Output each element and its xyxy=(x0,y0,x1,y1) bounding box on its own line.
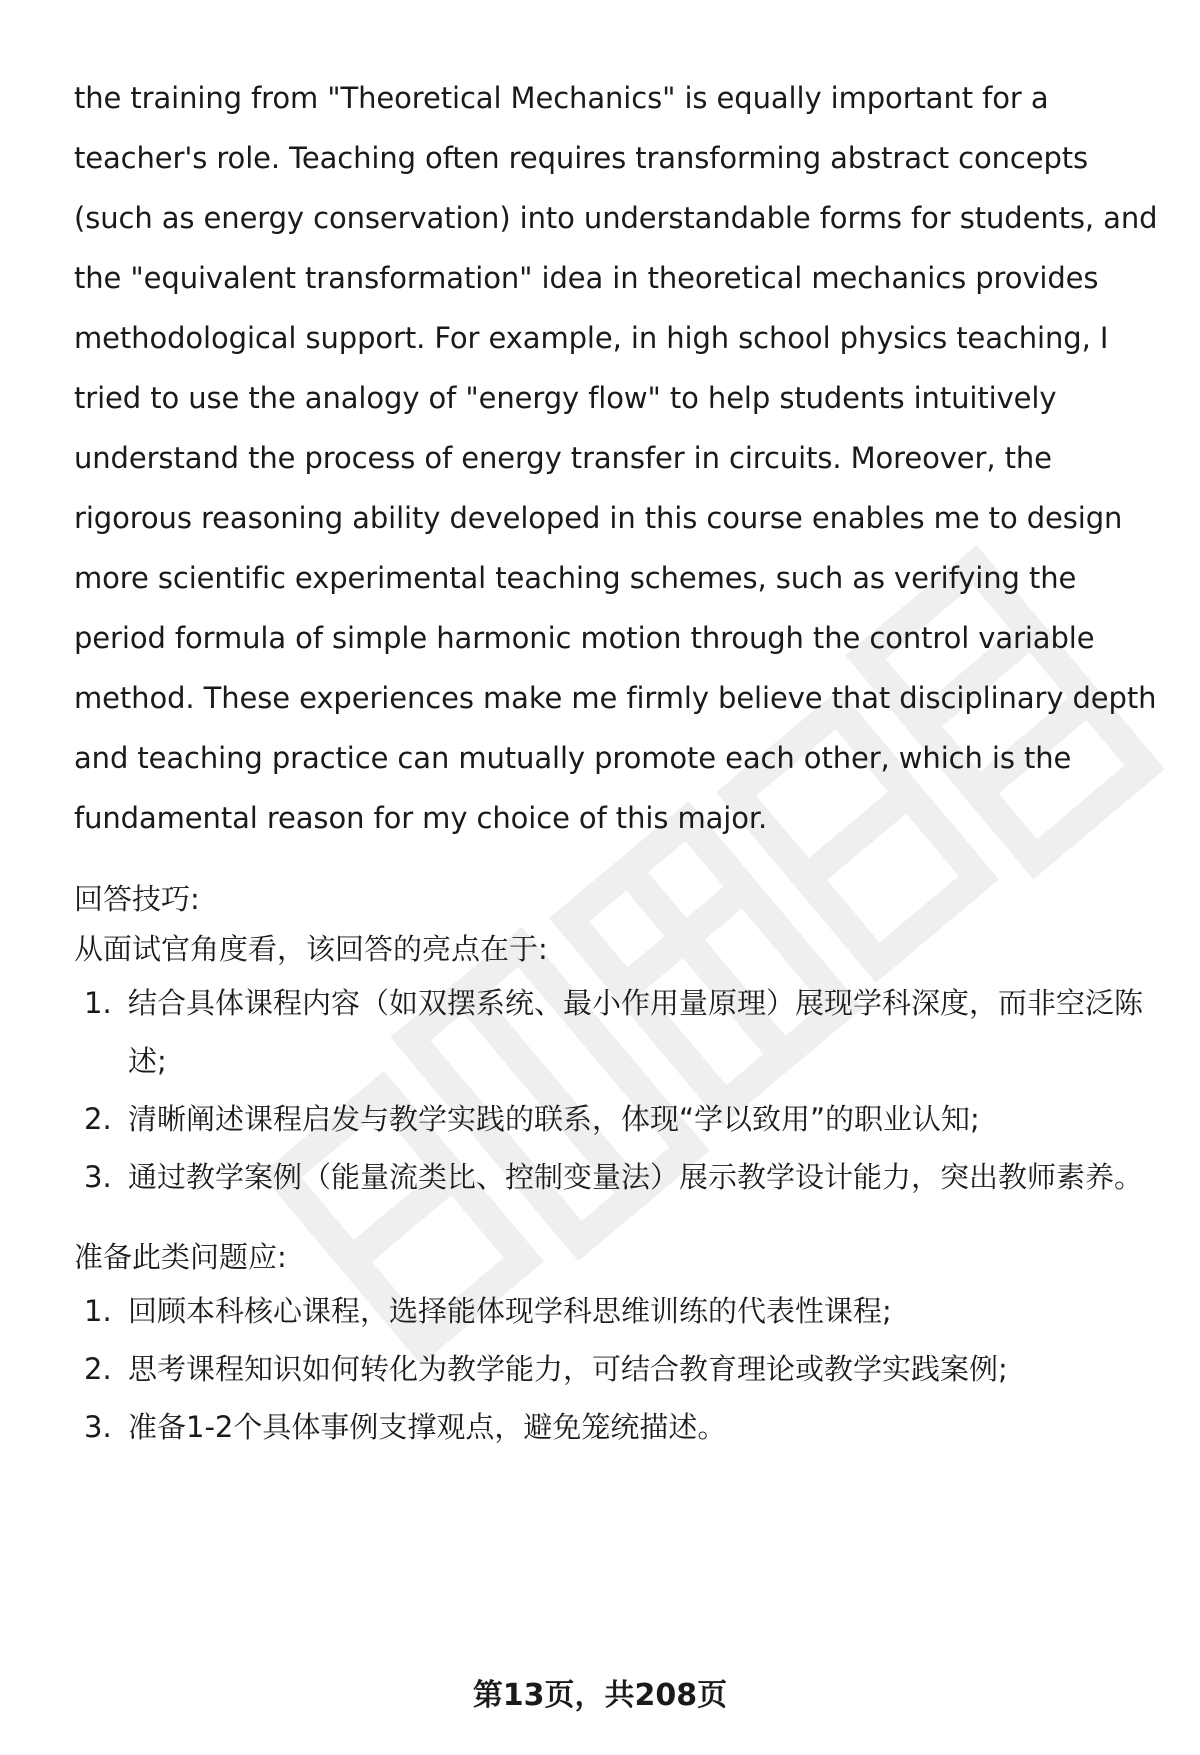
list-item-text: 通过教学案例（能量流类比、控制变量法）展示教学设计能力，突出教师素养。 xyxy=(128,1160,1144,1194)
list-item-text: 回顾本科核心课程，选择能体现学科思维训练的代表性课程; xyxy=(128,1294,892,1328)
prepare-heading: 准备此类问题应: xyxy=(74,1240,287,1274)
list-item-text: 结合具体课程内容（如双摆系统、最小作用量原理）展现学科深度，而非空泛陈述; xyxy=(128,986,1144,1078)
tips-heading: 回答技巧: xyxy=(74,882,200,916)
list-item xyxy=(74,974,1164,1090)
list-item xyxy=(74,1148,1164,1206)
list-item-number: 3. xyxy=(84,1160,112,1194)
list-item xyxy=(74,1340,1164,1398)
list-item-number: 1. xyxy=(84,986,112,1020)
list-item xyxy=(74,1090,1164,1148)
page-number-footer: 第13页，共208页 xyxy=(472,1678,728,1713)
prepare-list xyxy=(74,1282,1164,1456)
body-paragraph: the training from "Theoretical Mechanics" is equally important for a teacher's role. Teaching often requires transforming abstract concepts (such as energy conservation) into understandable forms for students, and the "equivalent transformation" idea in theoretical mechanics provides methodological support. For example, in high school physics teaching, I tried to use the analogy of "energy flow" to help students intuitively understand the process of energy transfer in circuits. Moreover, the rigorous reasoning ability developed in this course enables me to design more scientific experimental teaching schemes, such as verifying the period formula of simple harmonic motion through the control variable method. These experiences make me firmly believe that disciplinary depth and teaching practice can mutually promote each other, which is the fundamental reason for my choice of this major. xyxy=(74,81,1158,835)
list-item-number: 3. xyxy=(84,1410,112,1444)
list-item xyxy=(74,1282,1164,1340)
list-item-number: 2. xyxy=(84,1102,112,1136)
list-item-text: 准备1-2个具体事例支撑观点，避免笼统描述。 xyxy=(128,1410,727,1444)
page-content xyxy=(74,68,1164,1456)
list-item xyxy=(74,1398,1164,1456)
list-item-number: 2. xyxy=(84,1352,112,1386)
list-item-number: 1. xyxy=(84,1294,112,1328)
list-item-text: 思考课程知识如何转化为教学能力，可结合教育理论或教学实践案例; xyxy=(128,1352,1008,1386)
tips-subheading: 从面试官角度看，该回答的亮点在于: xyxy=(74,932,548,966)
tips-list xyxy=(74,974,1164,1206)
list-item-text: 清晰阐述课程启发与教学实践的联系，体现“学以致用”的职业认知; xyxy=(128,1102,980,1136)
